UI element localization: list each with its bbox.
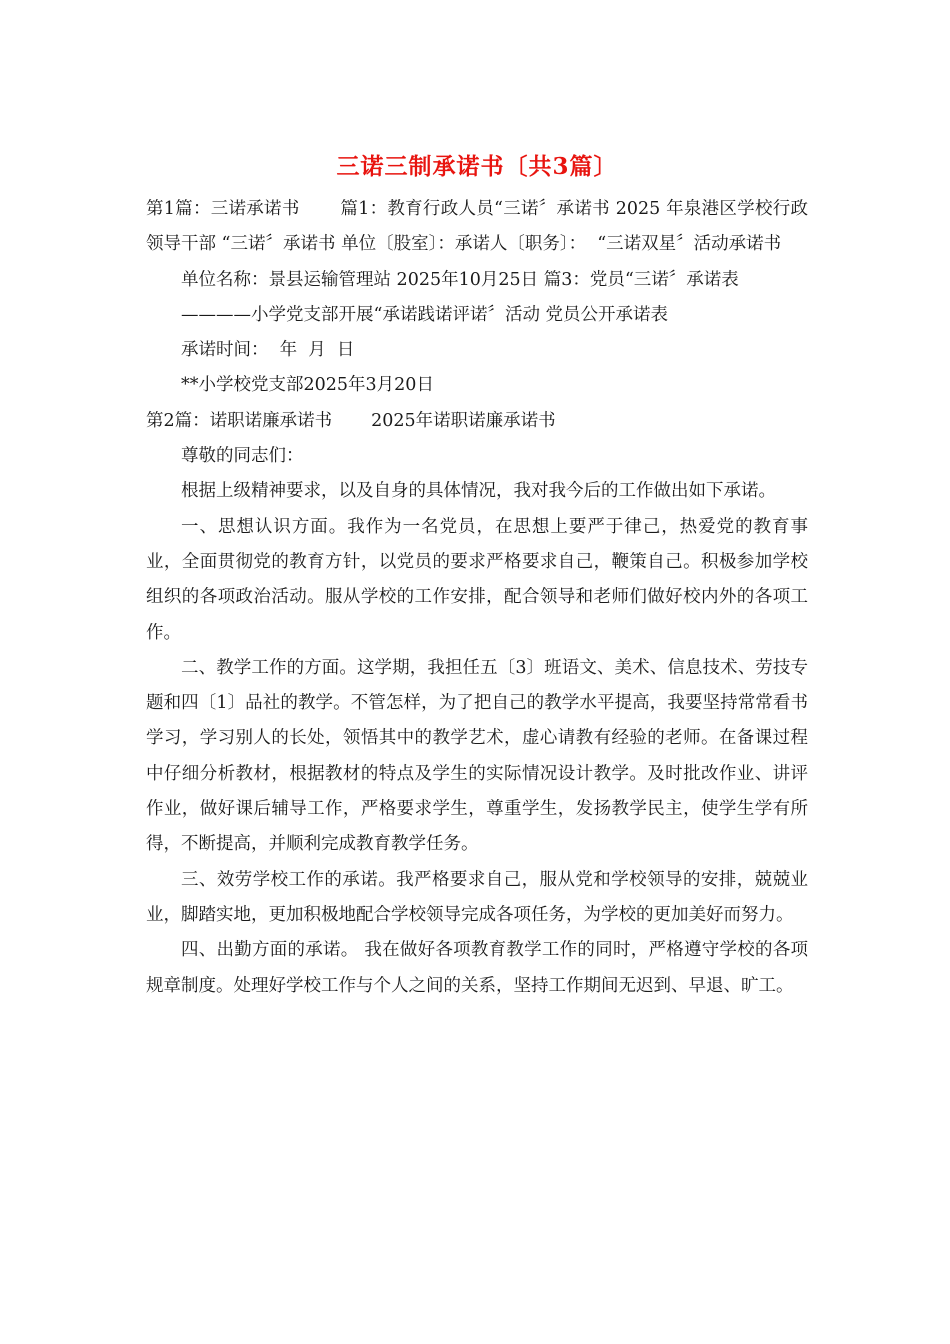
- paragraph: 根据上级精神要求，以及自身的具体情况，我对我今后的工作做出如下承诺。: [181, 481, 776, 502]
- paragraph: 承诺时间： 年 月 日: [181, 340, 355, 361]
- paragraph: 尊敬的同志们：: [181, 446, 304, 467]
- paragraph: 二、教学工作的方面。这学期，我担任五〔3〕班语文、美术、信息技术、劳技专题和四〔1〕品社的教学。不管怎样，为了把自己的教学水平提高，我要坚持常常看书学习，学习别人的长处，领悟其中的教学艺术，虚心请教有经验的老师。在备课过程中仔细分析教材，根据教材的特点及学生的实际情况设计教学。及时批改作业、讲评作业，做好课后辅导工作，严格要求学生，尊重学生，发扬教学民主，使学生学有所得，不断提高，并顺利完成教育教学任务。: [146, 657, 808, 855]
- document-title: 三诺三制承诺书〔共3篇〕: [336, 153, 618, 180]
- paragraph: 第1篇：三诺承诺书 篇1：教育行政人员“三诺〞承诺书 2025 年泉港区学校行政领导干部 “三诺〞承诺书 单位〔股室〕：承诺人〔职务〕： “三诺双星〞活动承诺书: [146, 199, 808, 255]
- document-page: [146, 150, 808, 1004]
- document-body: [146, 192, 808, 1004]
- paragraph: ————小学党支部开展“承诺践诺评诺〞活动 党员公开承诺表: [181, 304, 669, 325]
- paragraph: **小学校党支部2025年3月20日: [181, 375, 434, 396]
- paragraph: 第2篇：诺职诺廉承诺书 2025年诺职诺廉承诺书: [146, 410, 556, 431]
- paragraph: 单位名称：景县运输管理站 2025年10月25日 篇3：党员“三诺〞承诺表: [181, 269, 739, 290]
- paragraph: 四、出勤方面的承诺。 我在做好各项教育教学工作的同时，严格遵守学校的各项规章制度。处理好学校工作与个人之间的关系，坚持工作期间无迟到、早退、旷工。: [146, 940, 808, 996]
- paragraph: 一、思想认识方面。我作为一名党员，在思想上要严于律己，热爱党的教育事业，全面贯彻党的教育方针，以党员的要求严格要求自己，鞭策自己。积极参加学校组织的各项政治活动。服从学校的工作安排，配合领导和老师们做好校内外的各项工作。: [146, 516, 808, 643]
- paragraph: 三、效劳学校工作的承诺。我严格要求自己，服从党和学校领导的安排，兢兢业业，脚踏实地，更加积极地配合学校领导完成各项任务，为学校的更加美好而努力。: [146, 869, 808, 925]
